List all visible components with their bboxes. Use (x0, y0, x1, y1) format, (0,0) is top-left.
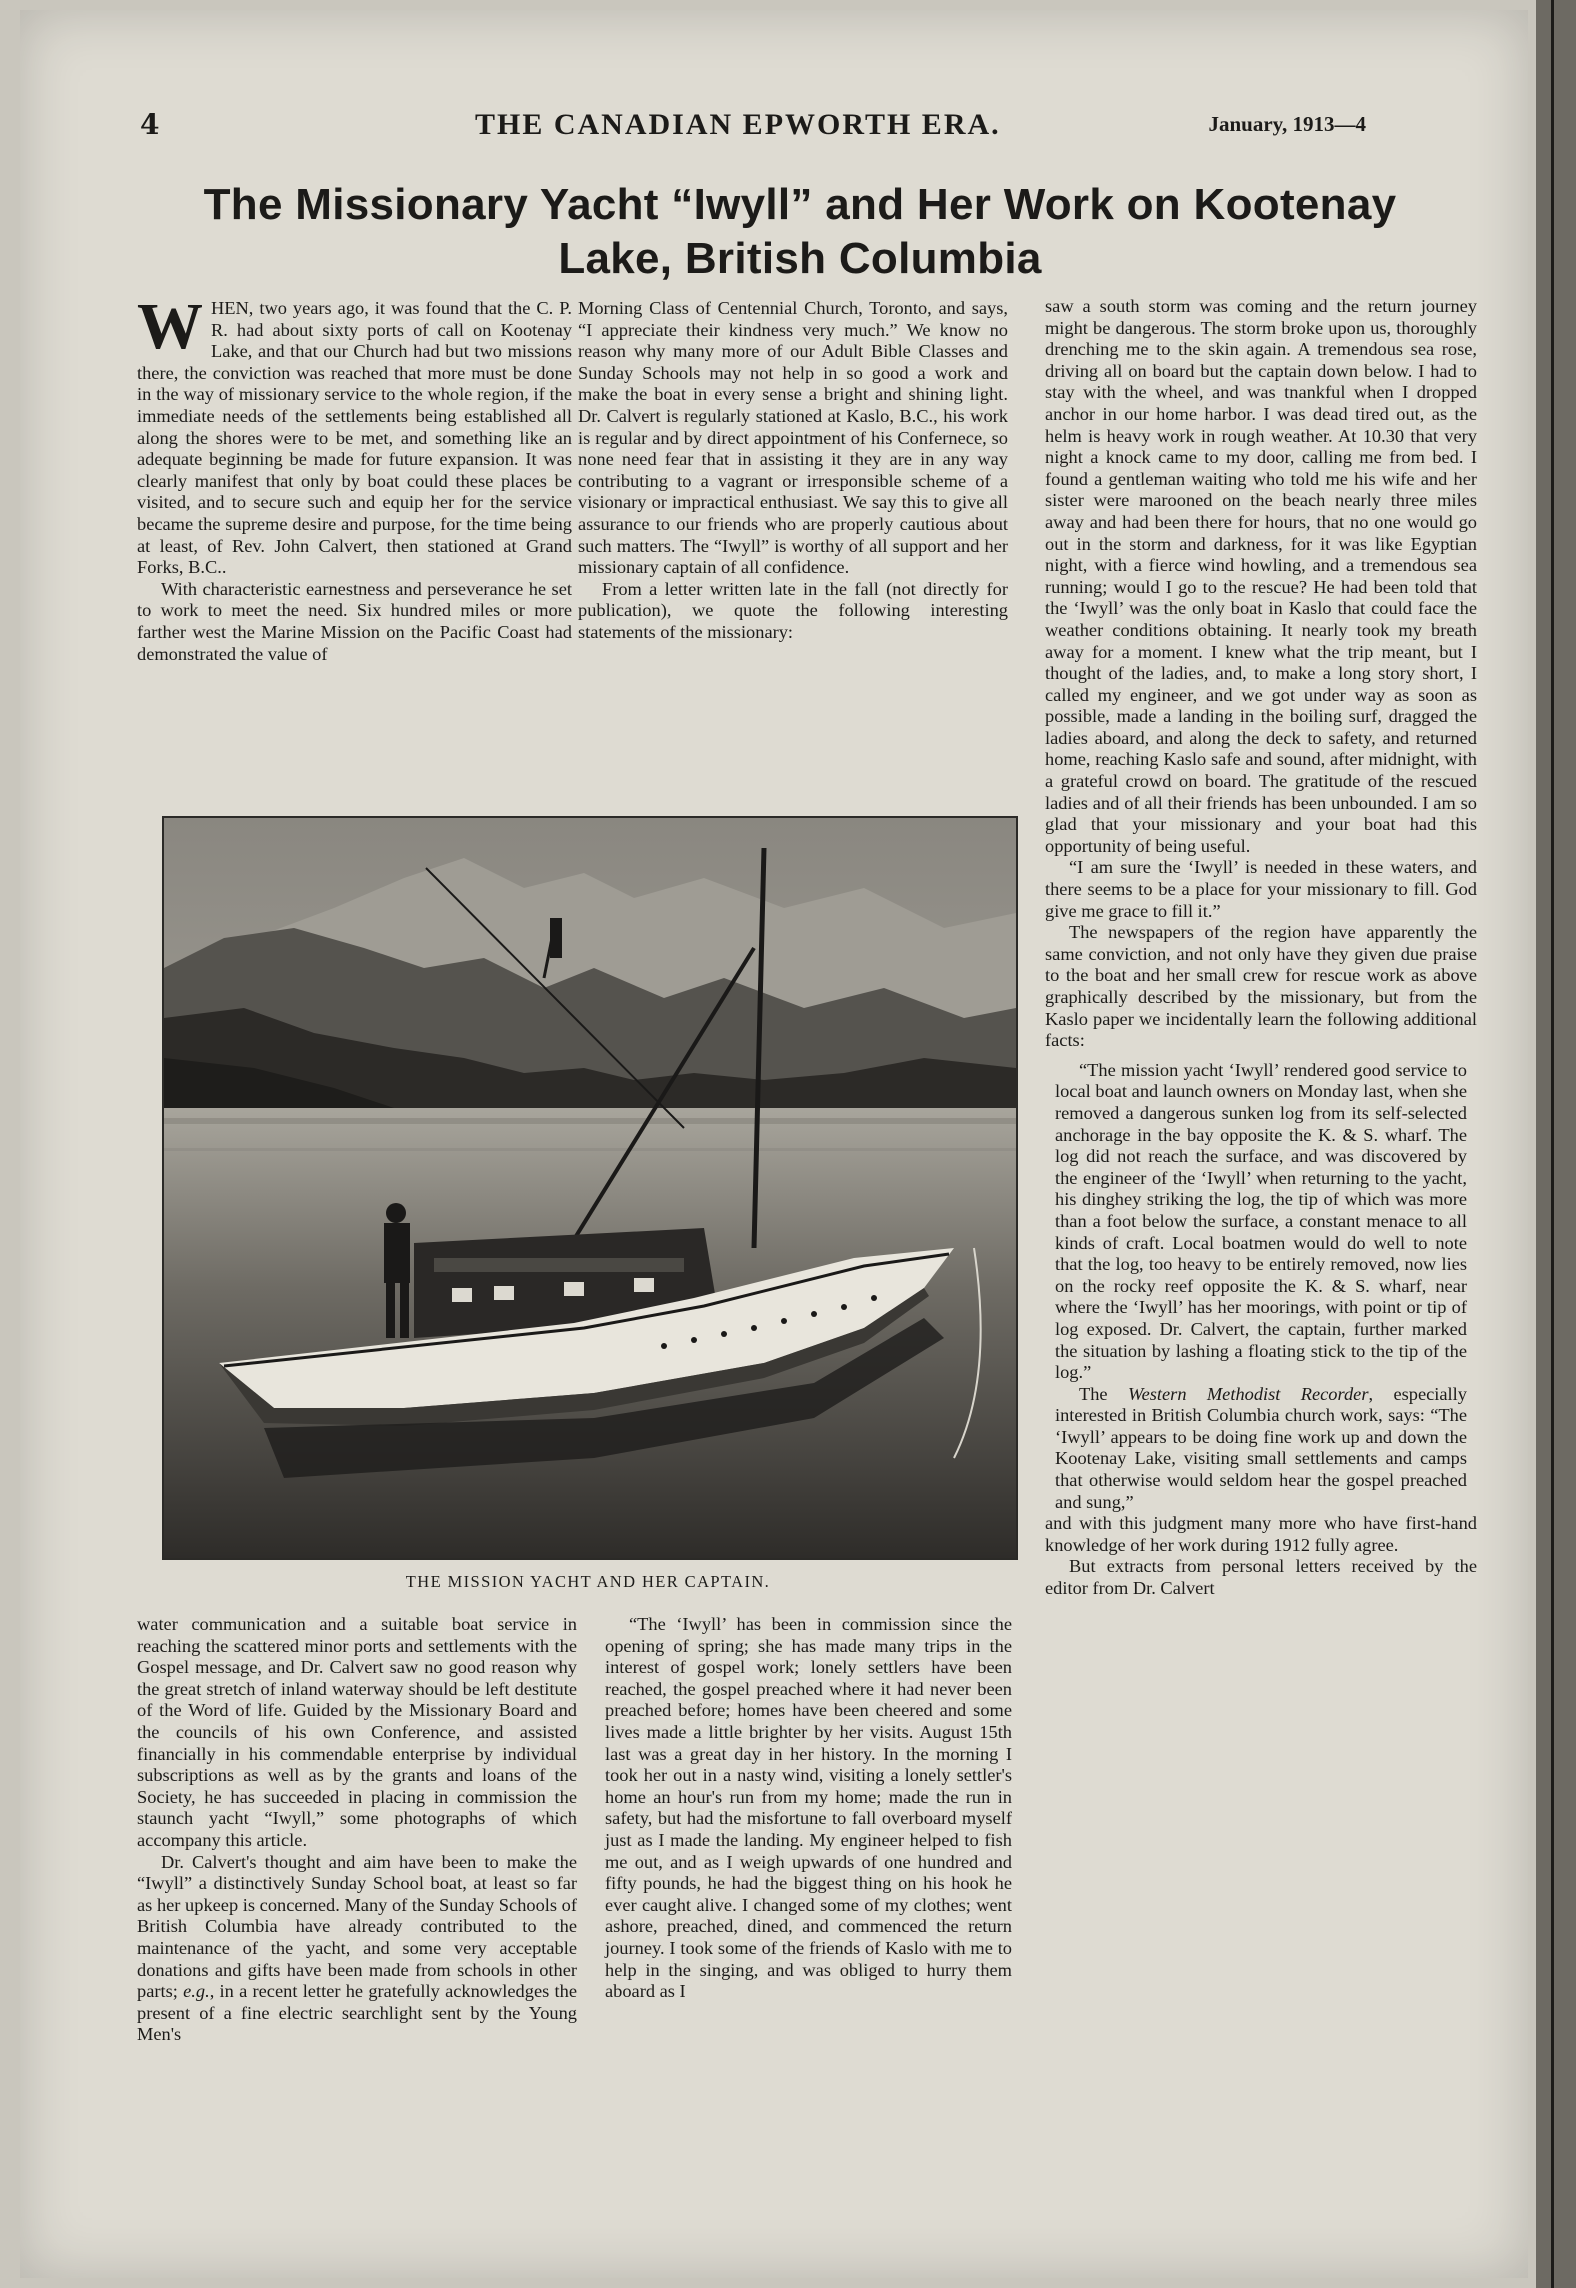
title-line-1: The Missionary Yacht “Iwyll” and Her Work on Kootenay (203, 180, 1397, 229)
paragraph: Morning Class of Centennial Church, Toronto, and says, “I appreciate their kindness very much.” We know no reason why many more of our Adult Bible Classes and Sunday Schools may not help in so good a work and make the boat in every sense a bright and shining light. Dr. Calvert is regularly stationed at Kaslo, B.C., his work is regular and by direct appointment of his Confernece, so none need fear that in assisting it they are in any way contributing to a vagrant or irresponsible scheme of a visionary or impractical enthusiast. We say this to give all assurance to our friends who are properly cautious about such matters. The “Iwyll” is worthy of all support and her missionary captain of all confidence. (578, 298, 1008, 578)
magazine-page (20, 10, 1528, 2278)
drop-cap: W (137, 290, 203, 363)
title-line-2: Lake, British Columbia (558, 234, 1042, 283)
paragraph: water communication and a suitable boat service in reaching the scattered minor ports and settlements with the Gospel message, and Dr. Calvert saw no good reason why the great stretch of inland waterway should be left destitute of the Word of life. Guided by the Missionary Board and the councils of his own Conference, and assisted financially in his commendable enterprise by individual subscriptions as well as by the grants and loans of the Society, he has succeeded in placing in commission the staunch yacht “Iwyll,” some photographs of which accompany this article. (137, 1614, 577, 1850)
article-title (130, 178, 1470, 286)
publication-title: THE CANADIAN EPWORTH ERA. (475, 108, 1001, 141)
paragraph: saw a south storm was coming and the return journey might be dangerous. The storm broke upon us, thoroughly drenching me to the skin again. A tremendous sea rose, driving all on board but the captain down below. I had to stay with the wheel, and was tnankful when I dropped anchor in our home harbor. I was dead tired out, as the helm is heavy work in rough weather. At 10.30 that very night a knock came to my door, calling me from bed. I found a gentleman waiting who told me his wife and her sister were marooned on the beach nearly three miles away and had been there for hours, that no one would go out in the storm and darkness, for it was like Egyptian night, with a fierce wind howling, and a tremendous sea running; would I go to the rescue? He had been told that the ‘Iwyll’ was the only boat in Kaslo that could face the weather conditions obtaining. It nearly took my breath away for a moment. I knew what the trip meant, but I thought of the ladies, and, to make a long story short, I called my engineer, and we got under way as soon as possible, made a landing in the boiling surf, dragged the ladies aboard, and along the deck to safety, and returned home, reaching Kaslo safe and sound, after midnight, with a grateful crowd on board. The gratitude of the rescued ladies and of all their friends has been unbounded. I am so glad that your missionary and your boat had this opportunity of being useful. (1045, 296, 1477, 856)
paragraph: WHEN, two years ago, it was found that the C. P. R. had about sixty ports of call on Kootenay Lake, and that our Church had but two missions there, the conviction was reached that more must be done in the way of missionary service to the whole region, if the immediate needs of the settlements being established all along the shores were to be met, and something like an adequate beginning be made for future expansion. It was clearly manifest that only by boat could these places be visited, and to secure such and equip her for the service became the supreme desire and purpose, for the time being at least, of Rev. John Calvert, then stationed at Grand Forks, B.C.. (137, 290, 572, 578)
column-2-top (578, 298, 1008, 644)
photo-caption: THE MISSION YACHT AND HER CAPTAIN. (405, 1572, 771, 1591)
yacht-photograph (162, 816, 1018, 1560)
column-1-top (137, 290, 572, 665)
issue-date: January, 1913—4 (1208, 112, 1366, 136)
column-3 (1045, 296, 1477, 1600)
yacht-photo-illustration (164, 818, 1016, 1558)
publication-name: Western Methodist Recorder (1127, 1383, 1369, 1404)
gutter-line (1551, 0, 1554, 2288)
quoted-paragraph: “The ‘Iwyll’ has been in commission since the opening of spring; she has made many trips in the interest of gospel work; lonely settlers have been reached, the gospel preached where it had never been preached before; homes have been cheered and some lives made a little brighter by her visits. August 15th last was a great day in her history. In the morning I took her out in a nasty wind, visiting a lonely settler's home an hour's run from my home; made the run in safety, but had the misfortune to fall overboard myself just as I made the landing. My engineer helped to fish me out, and as I weigh upwards of one hundred and fifty pounds, he had the biggest thing on his hook he ever caught alive. I changed some of my clothes; went ashore, preached, dined, and commenced the return journey. I took some of the friends of Kaslo with me to help in the singing, and was obliged to hurry them aboard as I (605, 1614, 1012, 2002)
italic-abbreviation: e.g. (183, 1981, 210, 2002)
paragraph: But extracts from personal letters received by the editor from Dr. Calvert (1045, 1556, 1477, 1599)
paragraph: Dr. Calvert's thought and aim have been to make the “Iwyll” a distinctively Sunday School boat, at least so far as her upkeep is concerned. Many of the Sunday Schools of British Columbia have already contributed to the maintenance of the yacht, and some very acceptable donations and gifts have been made from schools in other parts; e.g., in a recent letter he gratefully acknowledges the present of a fine electric searchlight sent by the Young Men's (137, 1851, 577, 2045)
paragraph: The newspapers of the region have apparently the same conviction, and not only have they given due praise to the boat and her small crew for rescue work as above graphically described by the missionary, but from the Kaslo paper we incidentally learn the following additional facts: (1045, 922, 1477, 1051)
paragraph: “I am sure the ‘Iwyll’ is needed in these waters, and there seems to be a place for your missionary to fill. God give me grace to fill it.” (1045, 857, 1477, 921)
column-2-bottom (605, 1614, 1012, 2003)
quoted-paragraph: “The mission yacht ‘Iwyll’ rendered good service to local boat and launch owners on Monday last, when she removed a dangerous sunken log from its self-selected anchorage in the bay opposite the K. & S. wharf. The log did not reach the surface, and was discovered by the engineer of the ‘Iwyll’ when returning to the yacht, his dinghey striking the log, the tip of which was more than a foot below the surface, a constant menace to all kinds of craft. Local boatmen would do well to note that the log, too heavy to be entirely removed, now lies on the rocky reef opposite the K. & S. wharf, near where the ‘Iwyll’ has her moorings, with point or tip of log exposed. Dr. Calvert, the captain, further marked the situation by lashing a floating stick to the tip of the log.” (1055, 1059, 1467, 1383)
paragraph: and with this judgment many more who have first-hand knowledge of her work during 1912 fully agree. (1045, 1513, 1477, 1555)
column-1-bottom (137, 1614, 577, 2046)
page-edge (1536, 0, 1576, 2288)
paragraph: The Western Methodist Recorder, especially interested in British Columbia church work, says: “The ‘Iwyll’ appears to be doing fine work up and down the Kootenay Lake, visiting small settlements and camps that otherwise would seldom hear the gospel preached and sung,” (1055, 1383, 1467, 1512)
page-header (20, 108, 1528, 148)
paragraph: With characteristic earnestness and perseverance he set to work to meet the need. Six hundred miles or more farther west the Marine Mission on the Pacific Coast had demonstrated the value of (137, 578, 572, 664)
page-number: 4 (140, 108, 160, 141)
paragraph: From a letter written late in the fall (not directly for publication), we quote the following interesting statements of the missionary: (578, 578, 1008, 642)
